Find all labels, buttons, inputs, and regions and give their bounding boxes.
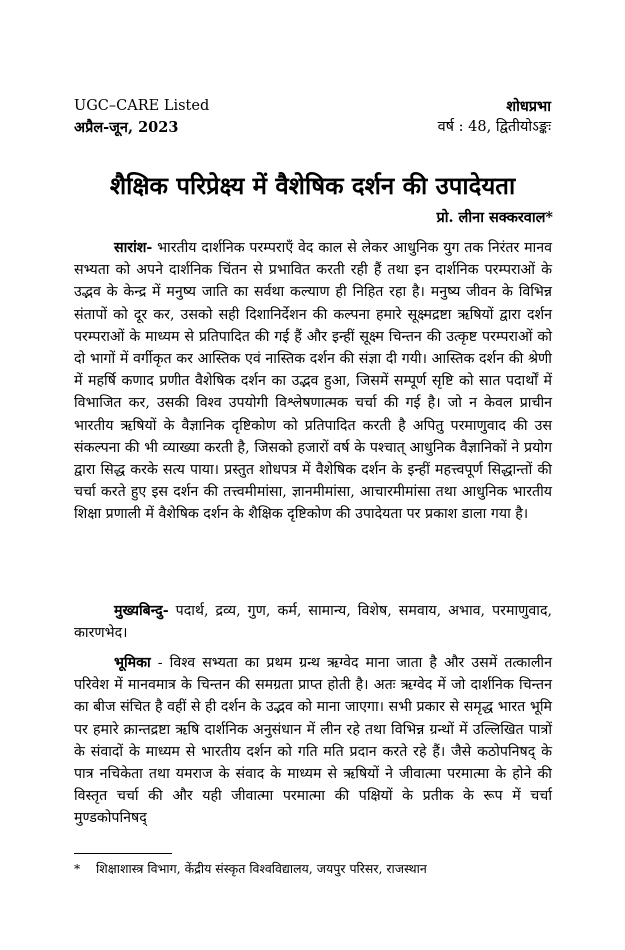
author-name: प्रो. लीना सक्करवाल* <box>436 209 553 226</box>
paper-title: शैक्षिक परिप्रेक्ष्य में वैशेषिक दर्शन की उपादेयता <box>109 171 516 200</box>
introduction-label: भूमिका <box>114 655 151 671</box>
abstract-label: सारांश- <box>114 240 153 256</box>
abstract-section <box>74 237 552 526</box>
footnote <box>74 860 427 878</box>
journal-name: शोधप्रभा <box>506 98 551 115</box>
introduction-text: - विश्व सभ्यता का प्रथम ग्रन्थ ऋग्वेद माना जाता है और उसमें तत्कालीन परिवेश में मानवमात्र के चिन्तन की समग्रता प्राप्त होती है। अतः ऋग्वेद में जो दार्शनिक चिन्तन का बीज संचित है वहीं से ही दर्शन के उद्भव को माना जाएगा। सभी प्रकार से समृद्ध भारत भूमि पर हमारे क्रान्तद्रष्टा ऋषि दार्शनिक अनुसंधान में लीन रहे तथा विभिन्न ग्रन्थों में उल्लिखित पात्रों के संवादों के माध्यम से भारतीय दर्शन को गति मति प्रदान करते रहे हैं। जैसे कठोपनिषद् के पात्र नचिकेता तथा यमराज के संवाद के माध्यम से ऋषियों ने जीवात्मा परमात्मा के होने की विस्तृत चर्चा की और यही जीवात्मा परमात्मा की पक्षियों के प्रतीक के रूप में चर्चा मुण्डकोपनिषद् <box>74 655 552 827</box>
journal-header-left <box>74 96 209 138</box>
introduction-paragraph <box>74 652 552 830</box>
ugc-care-label: UGC–CARE Listed <box>74 98 210 114</box>
keywords-paragraph <box>74 600 552 644</box>
footnote-mark: * <box>74 861 81 876</box>
journal-header-right <box>438 96 551 138</box>
issue-date: अप्रैल-जून, 2023 <box>74 119 179 136</box>
keywords-label: मुख्यबिन्दु- <box>114 603 169 619</box>
footnote-text: शिक्षाशास्त्र विभाग, केंद्रीय संस्कृत विश्वविद्यालय, जयपुर परिसर, राजस्थान <box>96 861 427 876</box>
abstract-paragraph <box>74 237 552 526</box>
abstract-text: भारतीय दार्शनिक परम्पराएँ वेद काल से लेकर आधुनिक युग तक निरंतर मानव सभ्यता को अपने दार्शनिक चिंतन से प्रभावित करती रही हैं तथा इन दार्शनिक परम्पराओं के उद्भव के केन्द्र में मनुष्य जाति का सर्वथा कल्याण ही निहित रहा है। मनुष्य जीवन के विभिन्न संतापों को दूर कर, उसको सही दिशानिर्देशन की कल्पना हमारे सूक्ष्मद्रष्टा ऋषियों द्वारा दर्शन परम्पराओं के माध्यम से प्रतिपादित की गई हैं और इन्हीं सूक्ष्म चिन्तन की उत्कृष्ट परम्पराओं को दो भागों में वर्गीकृत कर आस्तिक एवं नास्तिक दर्शन की संज्ञा दी गयी। आस्तिक दर्शन की श्रेणी में महर्षि कणाद प्रणीत वैशेषिक दर्शन का उद्भव हुआ, जिसमें सम्पूर्ण सृष्टि को सात पदार्थों में विभाजित कर, उसकी विश्व उपयोगी विश्लेषणात्मक चर्चा की गई है। जो न केवल प्राचीन भारतीय ऋषियों के वैज्ञानिक दृष्टिकोण को प्रतिपादित करती है अपितु परमाणुवाद की उस संकल्पना की भी व्याख्या करती है, जिसको हजारों वर्ष के पश्चात् आधुनिक वैज्ञानिकों ने प्रयोग द्वारा सिद्ध करके सत्य पाया। प्रस्तुत शोधपत्र में वैशेषिक दर्शन के इन्हीं महत्त्वपूर्ण सिद्धान्तों की चर्चा करते हुए इस दर्शन की तत्त्वमीमांसा, ज्ञानमीमांसा, आचारमीमांसा तथा आधुनिक भारतीय शिक्षा प्रणाली में वैशेषिक दर्शन के शैक्षिक दृष्टिकोण की उपादेयता पर प्रकाश डाला गया है। <box>74 240 552 523</box>
volume-issue: वर्ष : 48, द्वितीयोऽङ्कः <box>437 119 551 135</box>
keywords-section <box>74 600 552 644</box>
introduction-section <box>74 652 552 830</box>
footnote-divider <box>74 853 172 854</box>
keywords-text: पदार्थ, द्रव्य, गुण, कर्म, सामान्य, विशेष, समवाय, अभाव, परमाणुवाद, कारणभेद। <box>74 603 552 642</box>
